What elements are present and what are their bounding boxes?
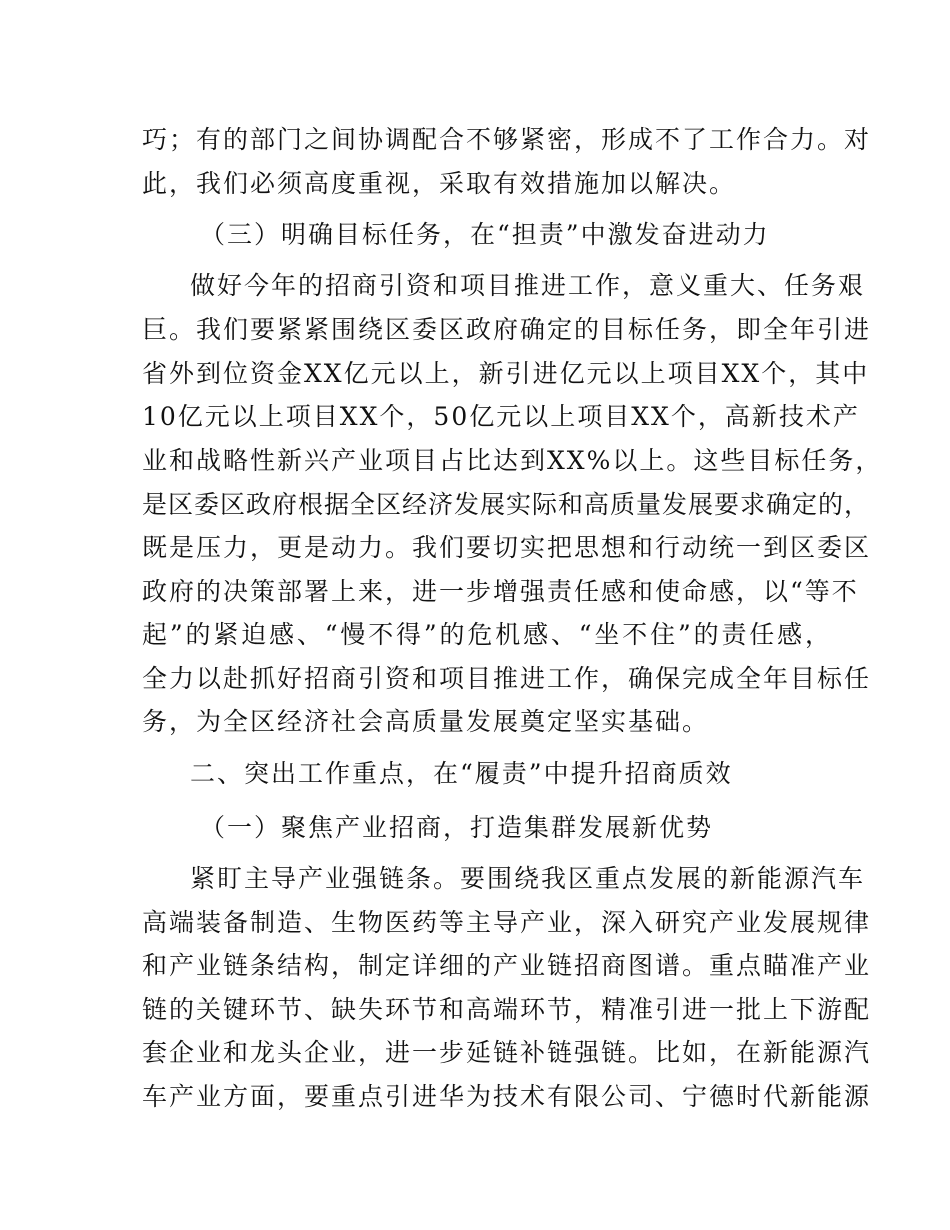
paragraph-line: 和产业链条结构，制定详细的产业链招商图谱。重点瞄准产业 — [142, 951, 872, 980]
paragraph-line: 是区委区政府根据全区经济发展实际和高质量发展要求确定的， — [142, 490, 871, 519]
paragraph-line: 10亿元以上项目XX个，50亿元以上项目XX个，高新技术产 — [142, 402, 860, 431]
paragraph-line: 做好今年的招商引资和项目推进工作，意义重大、任务艰 — [190, 271, 866, 300]
paragraph-line: 链的关键环节、缺失环节和高端环节，精准引进一批上下游配 — [142, 995, 872, 1024]
section-heading-3: （三）明确目标任务，在“担责”中激发奋进动力 — [200, 220, 770, 249]
paragraph-line: 紧盯主导产业强链条。要围绕我区重点发展的新能源汽车 — [190, 864, 866, 893]
paragraph-line: 巧；有的部门之间协调配合不够紧密，形成不了工作合力。对 — [142, 125, 872, 154]
paragraph-line: 务，为全区经济社会高质量发展奠定坚实基础。 — [142, 707, 710, 736]
paragraph-line: 起”的紧迫感、“慢不得”的危机感、“坐不住”的责任感， — [142, 620, 832, 649]
paragraph-line: 巨。我们要紧紧围绕区委区政府确定的目标任务，即全年引进 — [142, 315, 872, 344]
paragraph-line: 省外到位资金XX亿元以上，新引进亿元以上项目XX个，其中 — [142, 359, 870, 388]
paragraph-line: 业和战略性新兴产业项目占比达到XX%以上。这些目标任务， — [142, 446, 883, 475]
paragraph-line: 高端装备制造、生物医药等主导产业，深入研究产业发展规律 — [142, 908, 872, 937]
paragraph-line: 车产业方面，要重点引进华为技术有限公司、宁德时代新能源 — [142, 1082, 872, 1111]
paragraph-line: 套企业和龙头企业，进一步延链补链强链。比如，在新能源汽 — [142, 1038, 872, 1067]
paragraph-line: 政府的决策部署上来，进一步增强责任感和使命感，以“等不 — [142, 577, 859, 606]
section-heading-2: 二、突出工作重点，在“履责”中提升招商质效 — [190, 759, 733, 788]
paragraph-line: 此，我们必须高度重视，采取有效措施加以解决。 — [142, 169, 737, 198]
paragraph-line: 既是压力，更是动力。我们要切实把思想和行动统一到区委区 — [142, 533, 872, 562]
section-heading-3: （一）聚焦产业招商，打造集群发展新优势 — [200, 813, 714, 842]
paragraph-line: 全力以赴抓好招商引资和项目推进工作，确保完成全年目标任 — [142, 664, 872, 693]
